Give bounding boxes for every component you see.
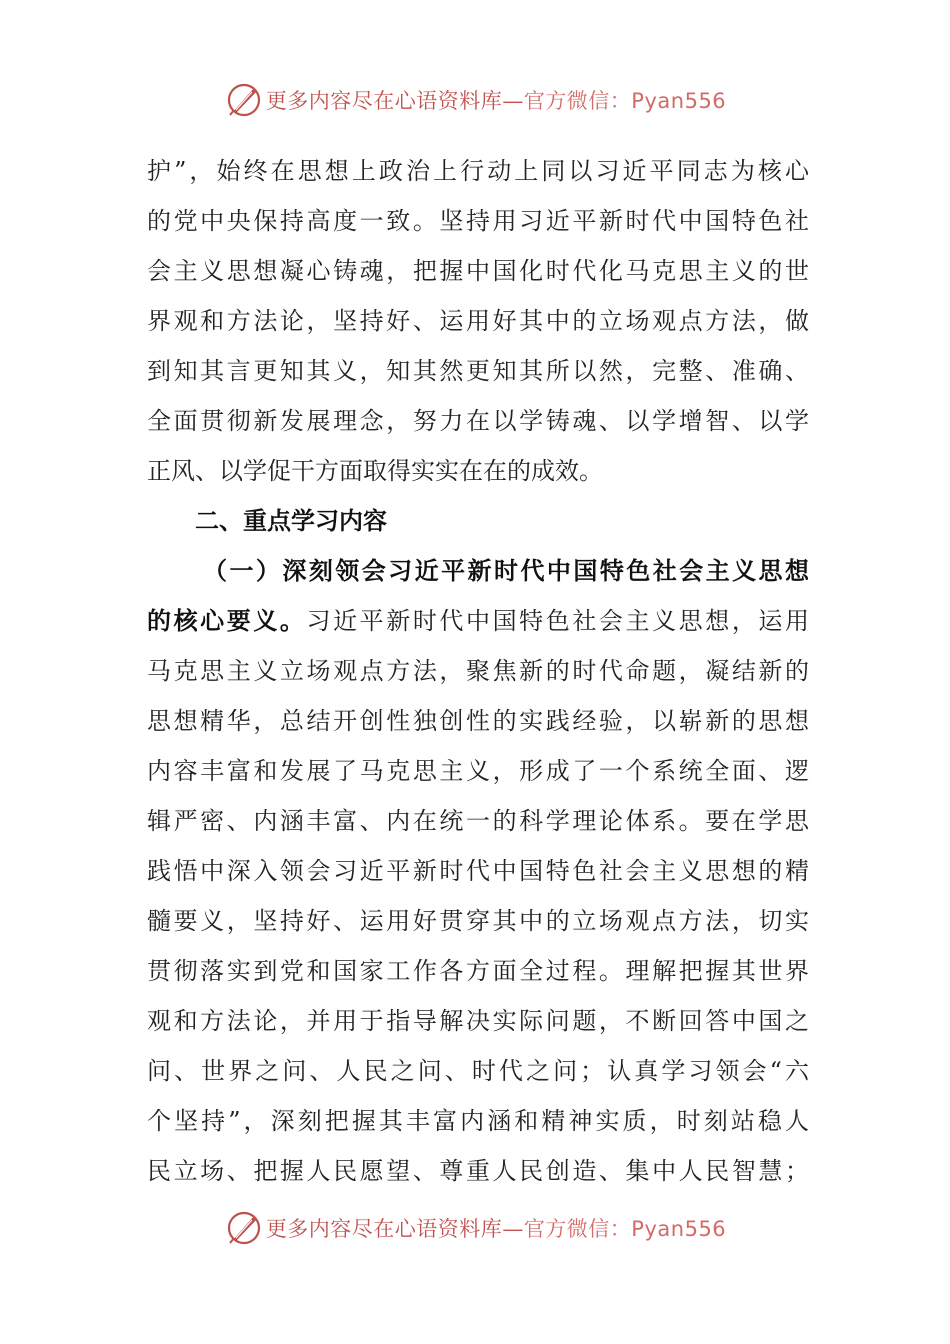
subsection-heading-end: 的核心要义。 (147, 606, 307, 635)
text-line: 观和方法论，并用于指导解决实际问题，不断回答中国之 (147, 1007, 809, 1035)
text-line: 全面贯彻新发展理念，努力在以学铸魂、以学增智、以学 (147, 407, 809, 435)
header-watermark (0, 80, 950, 120)
text-line: 贯彻落实到党和国家工作各方面全过程。理解把握其世界 (147, 957, 809, 985)
text-line: 界观和方法论，坚持好、运用好其中的立场观点方法，做 (147, 307, 809, 335)
section-heading: 二、重点学习内容 (195, 506, 387, 535)
quill-pen-logo-icon (224, 1208, 264, 1248)
text-line: 护”，始终在思想上政治上行动上同以习近平同志为核心 (147, 157, 809, 185)
text-line: 会主义思想凝心铸魂，把握中国化时代化马克思主义的世 (147, 257, 809, 285)
text-line: 民立场、把握人民愿望、尊重人民创造、集中人民智慧； (147, 1157, 809, 1185)
text-line: 内容丰富和发展了马克思主义，形成了一个系统全面、逻 (147, 757, 809, 785)
subsection-heading: （一）深刻领会习近平新时代中国特色社会主义思想 (203, 556, 809, 585)
document-body (147, 146, 809, 1196)
text-line: 到知其言更知其义，知其然更知其所以然，完整、准确、 (147, 357, 809, 385)
text-line: 个坚持”，深刻把握其丰富内涵和精神实质，时刻站稳人 (147, 1107, 809, 1135)
text-span: 习近平新时代中国特色社会主义思想，运用 (306, 607, 809, 635)
text-line (147, 596, 809, 646)
text-line: 的党中央保持高度一致。坚持用习近平新时代中国特色社 (147, 207, 809, 235)
text-line: 问、世界之问、人民之问、时代之问；认真学习领会“六 (147, 1057, 809, 1085)
text-line: 正风、以学促干方面取得实实在在的成效。 (147, 457, 603, 485)
text-line: 践悟中深入领会习近平新时代中国特色社会主义思想的精 (147, 857, 809, 885)
quill-pen-logo-icon (224, 80, 264, 120)
watermark-text: 更多内容尽在心语资料库—官方微信：Pyan556 (265, 1217, 727, 1241)
text-line: 髓要义，坚持好、运用好贯穿其中的立场观点方法，切实 (147, 907, 809, 935)
text-line: 辑严密、内涵丰富、内在统一的科学理论体系。要在学思 (147, 807, 809, 835)
watermark-text: 更多内容尽在心语资料库—官方微信：Pyan556 (265, 89, 727, 113)
text-line: 马克思主义立场观点方法，聚焦新的时代命题，凝结新的 (147, 657, 809, 685)
text-line: 思想精华，总结开创性独创性的实践经验，以崭新的思想 (147, 707, 809, 735)
footer-watermark (0, 1208, 950, 1248)
